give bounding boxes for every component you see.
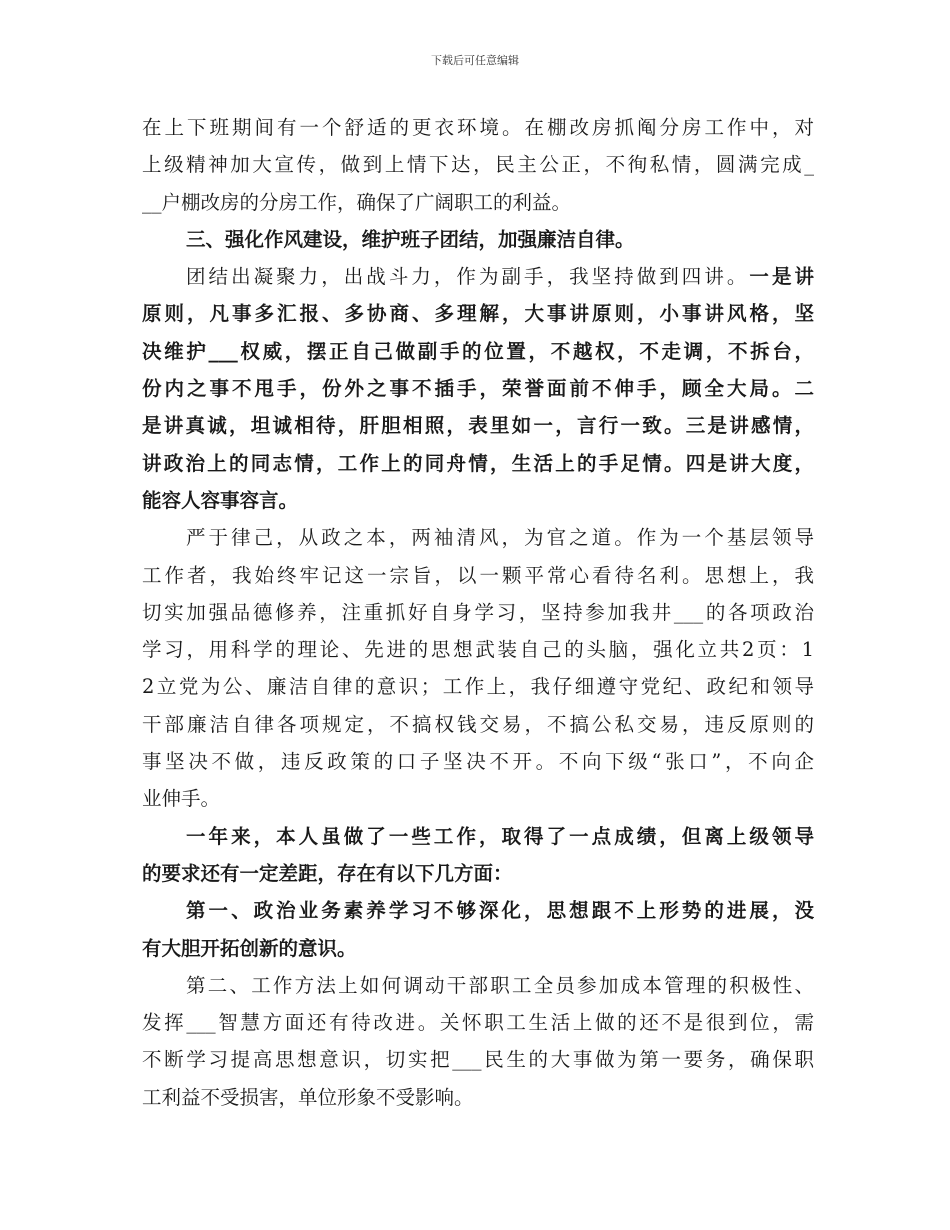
- document-body: [142, 109, 814, 1116]
- text-line: [142, 258, 814, 295]
- text-line: 是讲真诚，坦诚相待，肝胆相照，表里如一，言行一致。三是讲感情，: [142, 414, 814, 438]
- text-line: 在上下班期间有一个舒适的更衣环境。在棚改房抓阄分房工作中，对: [142, 116, 814, 139]
- text-line: 有大胆开拓创新的意识。: [142, 936, 357, 960]
- text-line: 三、强化作风建设，维护班子团结，加强廉洁自律。: [186, 227, 635, 251]
- text-line: 讲政治上的同志情，工作上的同舟情，生活上的手足情。四是讲大度，: [142, 451, 814, 475]
- text-line: 切实加强品德修养，注重抓好自身学习，坚持参加我井___的各项政治: [142, 600, 814, 624]
- text-line: 学习，用科学的理论、先进的思想武装自己的头脑，强化立共2页：1: [142, 638, 814, 662]
- text-line: 工利益不受损害，单位形象不受影响。: [142, 1085, 474, 1109]
- text-line: 不断学习提高思想意识，切实把___民生的大事做为第一要务，确保职: [142, 1048, 814, 1072]
- text-line: 能容人容事容言。: [142, 488, 299, 512]
- text-line: 干部廉洁自律各项规定，不搞权钱交易，不搞公私交易，违反原则的: [142, 712, 814, 736]
- text-line: 严于律己，从政之本，两袖清风，为官之道。作为一个基层领导: [186, 526, 814, 550]
- text-line: 工作者，我始终牢记这一宗旨，以一颗平常心看待名利。思想上，我: [142, 563, 814, 587]
- text-line: 发挥___智慧方面还有待改进。关怀职工生活上做的还不是很到位，需: [142, 1011, 814, 1035]
- text-line: 事坚决不做，违反政策的口子坚决不开。不向下级“张口”，不向企: [142, 750, 814, 774]
- text-line: 上级精神加大宣传，做到上情下达，民主公正，不徇私情，圆满完成_: [142, 153, 814, 177]
- text-line: 2立党为公、廉洁自律的意识；工作上，我仔细遵守党纪、政纪和领导: [142, 675, 814, 699]
- page-header: 下载后可任意编辑: [431, 54, 519, 67]
- text-line: 决维护___权威，摆正自己做副手的位置，不越权，不走调，不拆台，: [142, 339, 814, 363]
- text-line: 一年来，本人虽做了一些工作，取得了一点成绩，但离上级领导: [186, 824, 814, 848]
- text-line: 第二、工作方法上如何调动干部职工全员参加成本管理的积极性、: [186, 973, 814, 997]
- text-line: 份内之事不甩手，份外之事不插手，荣誉面前不伸手，顾全大局。二: [142, 377, 814, 401]
- text-line: 业伸手。: [142, 787, 221, 811]
- text-segment: 一是讲: [749, 265, 814, 289]
- text-line: 原则，凡事多汇报、多协商、多理解，大事讲原则，小事讲风格，坚: [142, 302, 814, 326]
- text-line: 的要求还有一定差距，存在有以下几方面：: [142, 861, 513, 885]
- text-line: 第一、政治业务素养学习不够深化，思想跟不上形势的进展，没: [186, 899, 814, 923]
- text-segment: 团结出凝聚力，出战斗力，作为副手，我坚持做到四讲。: [186, 265, 750, 289]
- text-line: __户棚改房的分房工作，确保了广阔职工的利益。: [142, 190, 572, 214]
